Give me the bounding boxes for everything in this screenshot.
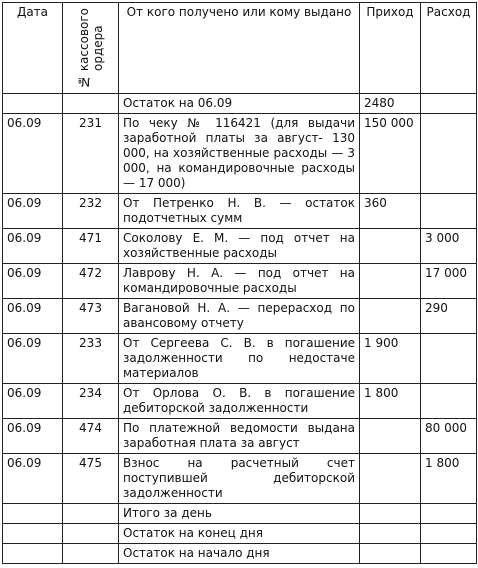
cell-income: [360, 544, 421, 564]
cell-order-number: [63, 504, 119, 524]
cell-expense: [421, 114, 477, 194]
cell-income: [360, 419, 421, 454]
cash-book-table: [2, 2, 477, 564]
cell-expense: [421, 544, 477, 564]
cell-order-number: 474: [63, 419, 119, 454]
cell-order-number: 231: [63, 114, 119, 194]
cell-income: 360: [360, 194, 421, 229]
table-row: [3, 299, 477, 334]
cell-date: 06.09: [3, 229, 63, 264]
header-date: Дата: [3, 3, 63, 94]
cell-expense: 1 800: [421, 454, 477, 504]
table-row: [3, 524, 477, 544]
table-row: [3, 334, 477, 384]
cell-expense: [421, 524, 477, 544]
cell-description: Вагановой Н. А. — перерасход по авансовому отчету: [119, 299, 360, 334]
cash-book-page: [2, 2, 477, 564]
cell-description: По чеку № 116421 (для выдачи заработной платы за август- 130 000, на хозяйственные расходы — 3 000, на командировочные расходы — 17 000): [119, 114, 360, 194]
cell-expense: [421, 504, 477, 524]
cell-date: [3, 504, 63, 524]
table-row: [3, 264, 477, 299]
cell-date: 06.09: [3, 194, 63, 229]
cell-description: Остаток на конец дня: [119, 524, 360, 544]
header-order-number: [63, 3, 119, 94]
cell-description: От Сергеева С. В. в погашение задолженности по недостаче материалов: [119, 334, 360, 384]
cell-description: От Орлова О. В. в погашение дебиторской задолженности: [119, 384, 360, 419]
cell-order-number: 233: [63, 334, 119, 384]
cell-date: 06.09: [3, 454, 63, 504]
cell-expense: [421, 194, 477, 229]
table-row: [3, 504, 477, 524]
cell-date: 06.09: [3, 334, 63, 384]
cell-income: [360, 229, 421, 264]
cell-date: [3, 544, 63, 564]
cell-order-number: [63, 94, 119, 114]
table-row: [3, 229, 477, 264]
cell-order-number: 234: [63, 384, 119, 419]
cell-expense: 80 000: [421, 419, 477, 454]
cell-order-number: 232: [63, 194, 119, 229]
cell-description: Остаток на 06.09: [119, 94, 360, 114]
table-row: [3, 384, 477, 419]
table-row: [3, 454, 477, 504]
table-row: [3, 114, 477, 194]
cell-income: 1 900: [360, 334, 421, 384]
header-row: [3, 3, 477, 94]
table-row: [3, 194, 477, 229]
cell-description: Итого за день: [119, 504, 360, 524]
cell-order-number: 475: [63, 454, 119, 504]
header-income: Приход: [360, 3, 421, 94]
cell-order-number: 473: [63, 299, 119, 334]
cell-description: От Петренко Н. В. — остаток подотчетных сумм: [119, 194, 360, 229]
cell-income: [360, 524, 421, 544]
cell-date: 06.09: [3, 419, 63, 454]
cell-expense: 17 000: [421, 264, 477, 299]
cell-date: 06.09: [3, 299, 63, 334]
header-order-number-text: № кассового ордера: [76, 7, 105, 89]
table-row: [3, 94, 477, 114]
cell-date: [3, 94, 63, 114]
cell-income: [360, 264, 421, 299]
header-expense: Расход: [421, 3, 477, 94]
cell-expense: 3 000: [421, 229, 477, 264]
cell-date: [3, 524, 63, 544]
cell-date: 06.09: [3, 264, 63, 299]
cell-income: [360, 504, 421, 524]
cell-description: Взнос на расчетный счет поступившей дебиторской задолженности: [119, 454, 360, 504]
cell-description: Соколову Е. М. — под отчет на хозяйственные расходы: [119, 229, 360, 264]
header-description: От кого получено или кому выдано: [119, 3, 360, 94]
ledger-body: [3, 94, 477, 564]
cell-expense: [421, 94, 477, 114]
cell-order-number: 471: [63, 229, 119, 264]
cell-description: По платежной ведомости выдана заработная плата за август: [119, 419, 360, 454]
cell-expense: [421, 384, 477, 419]
table-row: [3, 544, 477, 564]
cell-income: 1 800: [360, 384, 421, 419]
cell-date: 06.09: [3, 114, 63, 194]
cell-order-number: [63, 544, 119, 564]
cell-income: [360, 299, 421, 334]
cell-income: [360, 454, 421, 504]
cell-expense: [421, 334, 477, 384]
cell-description: Лаврову Н. А. — под отчет на командировочные расходы: [119, 264, 360, 299]
cell-description: Остаток на начало дня: [119, 544, 360, 564]
cell-order-number: 472: [63, 264, 119, 299]
table-row: [3, 419, 477, 454]
cell-expense: 290: [421, 299, 477, 334]
cell-income: 2480: [360, 94, 421, 114]
cell-order-number: [63, 524, 119, 544]
cell-date: 06.09: [3, 384, 63, 419]
cell-income: 150 000: [360, 114, 421, 194]
